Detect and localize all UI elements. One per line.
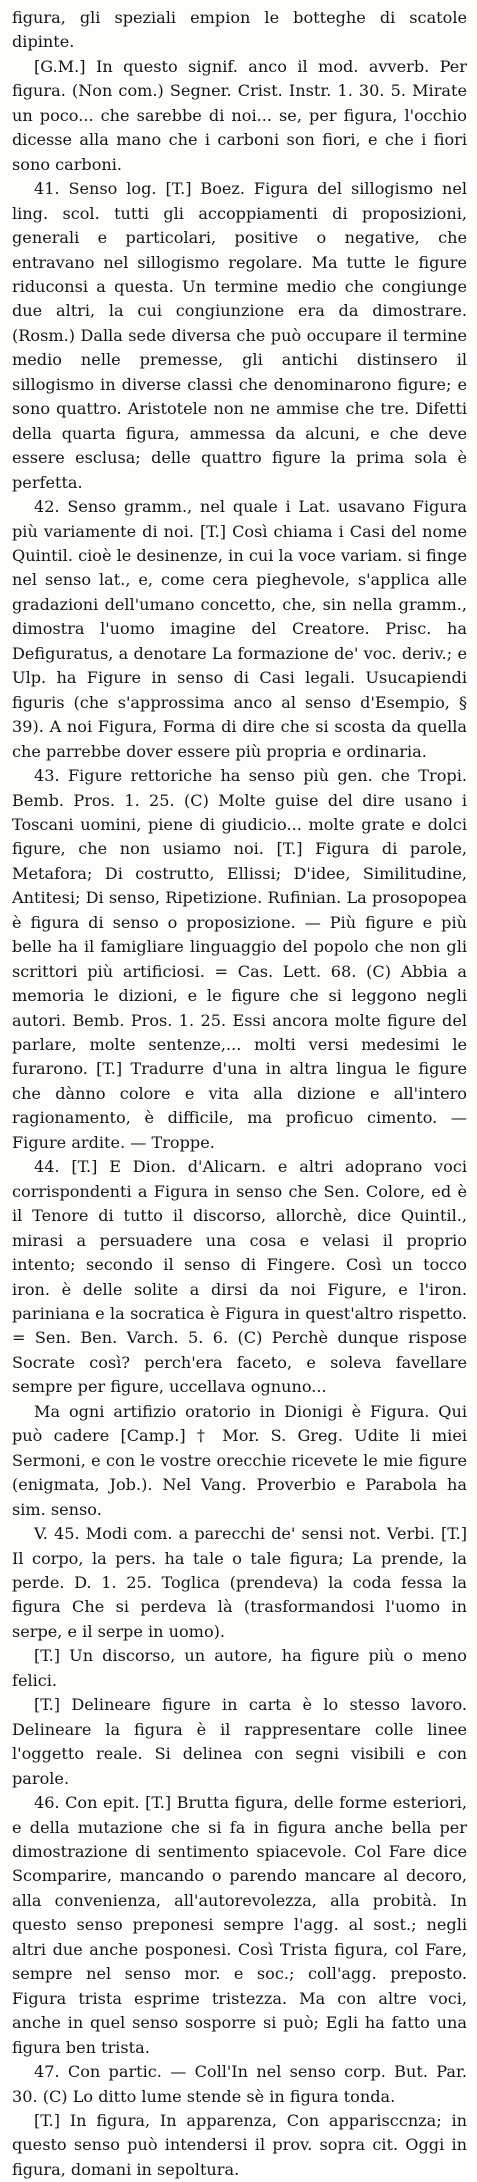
entry-paragraph: 47. Con partic. — Coll'In nel senso corp. But. Par. 30. (C) Lo ditto lume stende sè in figura tonda.: [12, 2062, 467, 2106]
entry-paragraph: [G.M.] In questo signif. anco il mod. avverb. Per figura. (Non com.) Segner. Crist. Instr. 1. 30. 5. Mirate un poco... che sarebbe di noi... se, per figura, l'occhio dicesse alla mano che i carboni son fiori, e che i fiori sono carboni.: [12, 56, 467, 174]
entry-paragraph: [T.] Un discorso, un autore, ha figure più o meno felici.: [12, 1646, 467, 1690]
entry-paragraph: 42. Senso gramm., nel quale i Lat. usavano Figura più variamente di noi. [T.] Così chiama i Casi del nome Quintil. cioè le desinenze, in cui la voce variam. si finge nel senso lat., e, come cera pieghevole, s'applica alle gradazioni dell'umano concetto, che, sin nella gramm., dimostra l'uomo imagine del Creatore. Prisc. ha Defiguratus, a denotare La formazione de' voc. deriv.; e Ulp. ha Figure in senso di Casi legali. Usucapiendi figuris (che s'approssima anco al senso d'Esempio, § 39). A noi Figura, Forma di dire che si scosta da quella che parrebbe dover essere più propria e ordinaria.: [12, 497, 467, 761]
entry-paragraph: 41. Senso log. [T.] Boez. Figura del sillogismo nel ling. scol. tutti gli accoppiamenti di proposizioni, generali e particolari, positive o negative, che entravano nel sillogismo regolare. Ma tutte le figure riduconsi a questa. Un termine medio che congiunge due altri, la cui congiunzione era da dimostrare. (Rosm.) Dalla sede diversa che può occupare il termine medio nelle premesse, gli antichi distinsero il sillogismo in diverse classi che denominarono figure; e sono quattro. Aristotele non ne ammise che tre. Difetti della quarta figura, ammessa da alcuni, e che deve essere esclusa; delle quattro figure la prima sola è perfetta.: [12, 179, 467, 492]
entry-paragraph: 44. [T.] E Dion. d'Alicarn. e altri adoprano voci corrispondenti a Figura in senso che Sen. Colore, ed è il Tenore di tutto il discorso, allorchè, dice Quintil., mirasi a persuadere una cosa e velasi il proprio intento; secondo il senso di Fingere. Così un tocco iron. è delle solite a dirsi da noi Figure, e l'iron. pariniana e la socratica è Figura in quest'altro rispetto. = Sen. Ben. Varch. 5. 6. (C) Perchè dunque rispose Socrate così? perch'era faceto, e soleva favellare sempre per figure, uccellava ognuno...: [12, 1157, 467, 1397]
entry-paragraph: V. 45. Modi com. a parecchi de' sensi not. Verbi. [T.] Il corpo, la pers. ha tale o tale figura; La prende, la perde. D. 1. 25. Toglica (prendeva) la coda fessa la figura Che si perdeva là (trasformandosi l'uomo in serpe, e il serpe in uomo).: [12, 1524, 467, 1641]
entry-paragraph: [T.] Delineare figure in carta è lo stesso lavoro. Delineare la figura è il rappresentare colle linee l'oggetto reale. Si delinea con segni visibili e con parole.: [12, 1695, 467, 1788]
entry-paragraph: [T.] In figura, In apparenza, Con apparisccnza; in questo senso può intendersi il prov. sopra cit. Oggi in figura, domani in sepoltura.: [12, 2110, 467, 2179]
entry-paragraph: Ma ogni artifizio oratorio in Dionigi è Figura. Qui può cadere [Camp.] † Mor. S. Greg. Udite li miei Sermoni, e con le vostre orecchie ricevete le mie figure (enigmata, Job.). Nel Vang. Proverbio e Parabola ha sim. senso.: [12, 1401, 467, 1519]
entry-paragraph: 46. Con epit. [T.] Brutta figura, delle forme esteriori, e della mutazione che si fa in figura anche bella per dimostrazione di sentimento spiacevole. Col Fare dice Scomparire, mancando o parendo mancare al decoro, alla convenienza, all'autorevolezza, alla probità. In questo senso preponesi sempre l'agg. al sost.; negli altri due anche posponesi. Così Trista figura, col Fare, sempre nel senso mor. e soc.; coll'agg. preposto. Figura trista esprime tristezza. Ma con altre voci, anche in quel senso sosporre si può; Egli ha fatto una figura ben trista.: [12, 1793, 467, 2057]
entry-paragraph: 43. Figure rettoriche ha senso più gen. che Tropi. Bemb. Pros. 1. 25. (C) Molte guise del dire usano i Toscani uomini, piene di giudicio... molte grate e dolci figure, che non usiamo noi. [T.] Figura di parole, Metafora; Di costrutto, Ellissi; D'idee, Similitudine, Antitesi; Di senso, Ripetizione. Rufinian. La prosopopea è figura di senso o proposizione. — Più figure e più belle ha il famigliare linguaggio del popolo che non gli scrittori più artificiosi. = Cas. Lett. 68. (C) Abbia a memoria le dizioni, e le figure che si leggono negli autori. Bemb. Pros. 1. 25. Essi ancora molte figure del parlare, molte sentenze,... molti versi medesimi le furarono. [T.] Tradurre d'una in altra lingua le figure che dànno colore e vita alla dizione e all'intero ragionamento, è difficile, ma proficuo cimento. — Figure ardite. — Troppe.: [12, 766, 467, 1152]
entry-paragraph: figura, gli speziali empion le botteghe di scatole dipinte.: [12, 8, 467, 52]
